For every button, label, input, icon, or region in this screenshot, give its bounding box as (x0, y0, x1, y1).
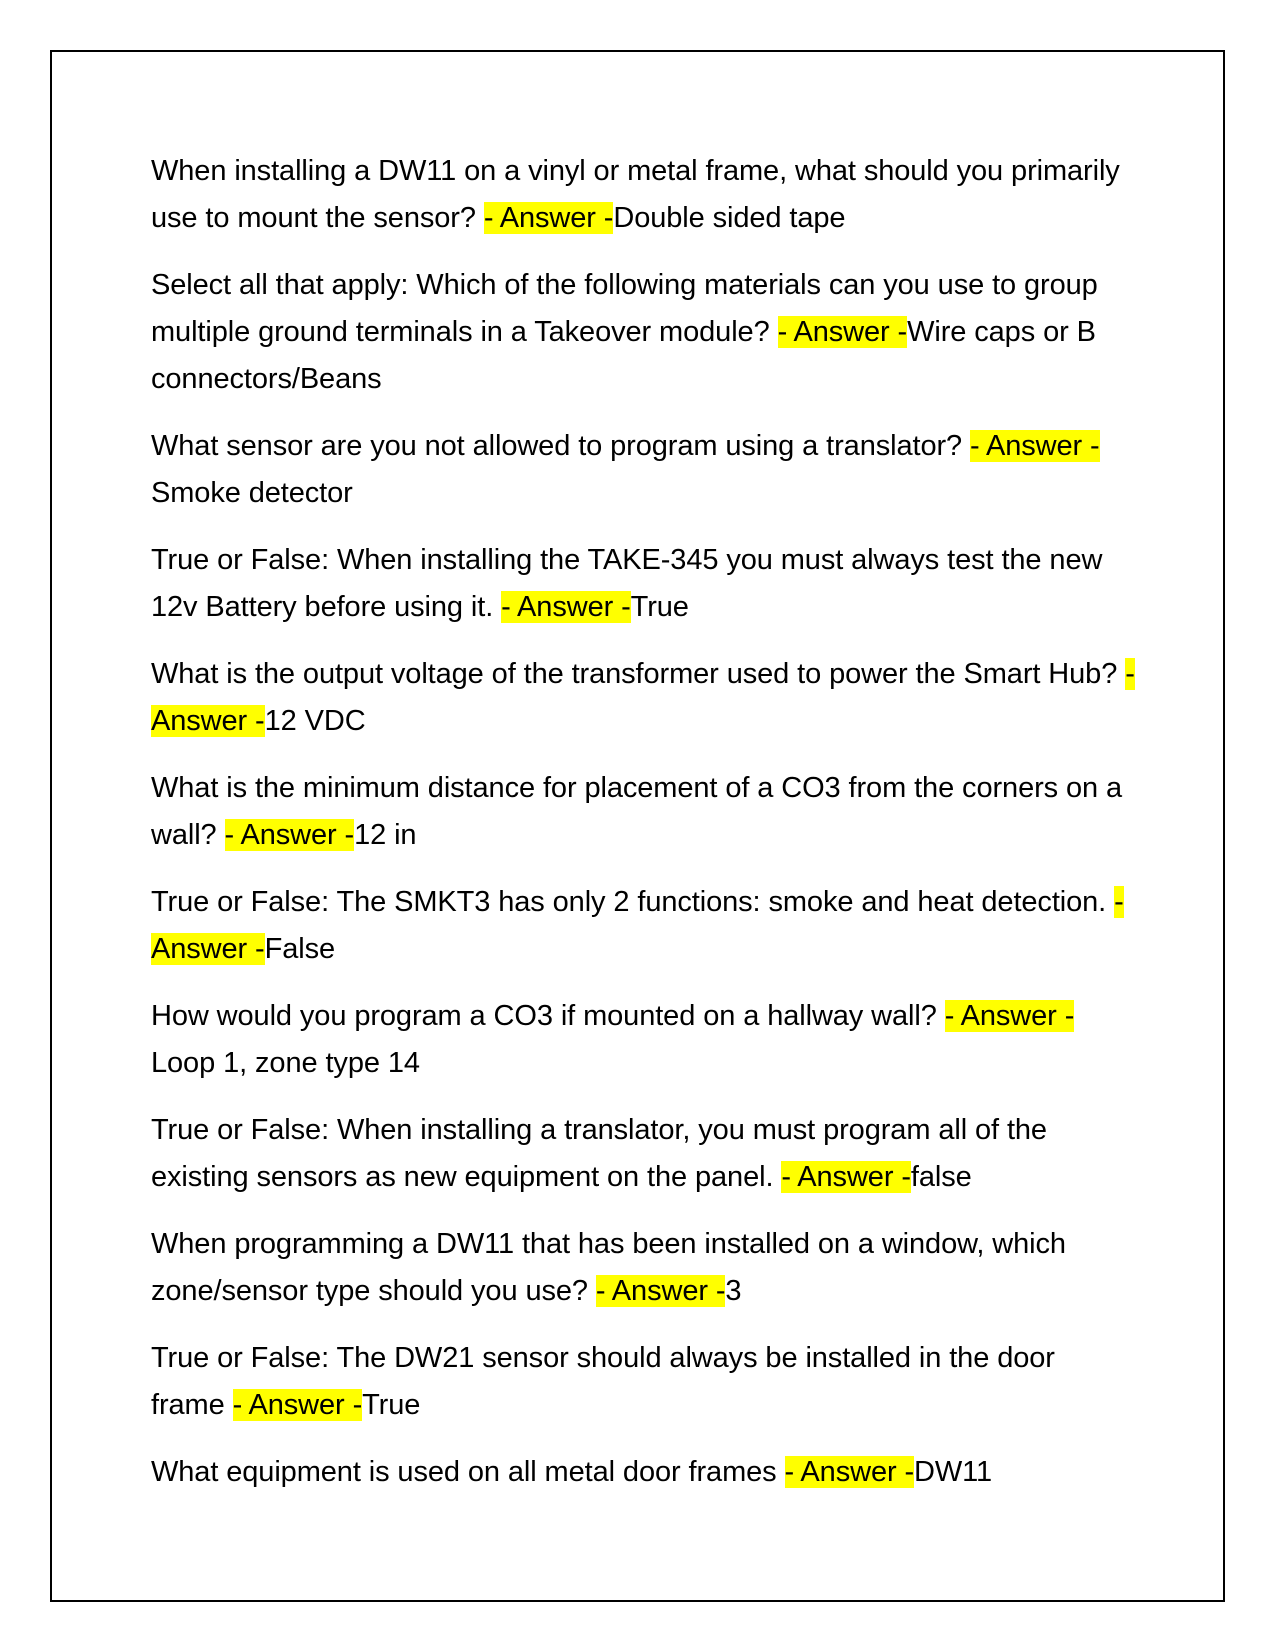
qa-item (151, 537, 1136, 631)
qa-item (151, 1107, 1136, 1201)
question-text: True or False: The SMKT3 has only 2 functions: smoke and heat detection. (151, 886, 1115, 918)
question-text: What sensor are you not allowed to program using a translator? (151, 430, 971, 462)
qa-item (151, 879, 1136, 973)
qa-item (151, 262, 1136, 403)
qa-list (151, 148, 1136, 1516)
question-text: True or False: The DW21 sensor should always be installed in the door frame (151, 1342, 1055, 1421)
qa-item (151, 148, 1136, 242)
answer-text: Smoke detector (151, 477, 353, 509)
answer-text: Wire caps or B connectors/Beans (151, 316, 1096, 395)
answer-text: Double sided tape (613, 202, 846, 234)
answer-marker: - Answer - (944, 1000, 1075, 1032)
qa-item (151, 1335, 1136, 1429)
answer-marker: - Answer - (970, 430, 1100, 462)
question-text: What equipment is used on all metal door frames (151, 1456, 785, 1488)
answer-text: Loop 1, zone type 14 (151, 1047, 420, 1079)
answer-text: false (910, 1161, 972, 1193)
question-text: True or False: When installing a translator, you must program all of the existing sensors as new equipment on the panel. (151, 1114, 1047, 1193)
answer-marker: - Answer - (595, 1275, 726, 1307)
qa-item (151, 765, 1136, 859)
answer-marker: - Answer - (784, 1456, 915, 1488)
answer-text: 12 VDC (264, 705, 366, 737)
answer-marker: - Answer - (483, 202, 614, 234)
answer-text: DW11 (914, 1456, 993, 1488)
question-text: When programming a DW11 that has been installed on a window, which zone/sensor type should you use? (151, 1228, 1066, 1307)
question-text: What is the minimum distance for placement of a CO3 from the corners on a wall? (151, 772, 1123, 851)
qa-item (151, 993, 1136, 1087)
question-text: How would you program a CO3 if mounted on a hallway wall? (151, 1000, 945, 1032)
qa-item (151, 651, 1136, 745)
answer-text: 3 (725, 1275, 742, 1307)
question-text: What is the output voltage of the transformer used to power the Smart Hub? (151, 658, 1126, 690)
question-text: When installing a DW11 on a vinyl or metal frame, what should you primarily use to mount the sensor? (151, 155, 1120, 234)
answer-marker: - Answer - (151, 658, 1135, 737)
question-text: Select all that apply: Which of the following materials can you use to group multiple ground terminals in a Takeover module? (151, 269, 1098, 348)
answer-text: False (264, 933, 336, 965)
answer-marker: - Answer - (781, 1161, 911, 1193)
answer-marker: - Answer - (777, 316, 908, 348)
question-text: True or False: When installing the TAKE-345 you must always test the new 12v Battery before using it. (151, 544, 1103, 623)
qa-item (151, 1449, 1136, 1496)
qa-item (151, 423, 1136, 517)
answer-marker: - Answer - (151, 886, 1124, 965)
answer-text: 12 in (354, 819, 417, 851)
answer-marker: - Answer - (224, 819, 355, 851)
answer-text: True (362, 1389, 421, 1421)
answer-marker: - Answer - (501, 591, 631, 623)
answer-text: True (630, 591, 689, 623)
answer-marker: - Answer - (232, 1389, 363, 1421)
qa-item (151, 1221, 1136, 1315)
